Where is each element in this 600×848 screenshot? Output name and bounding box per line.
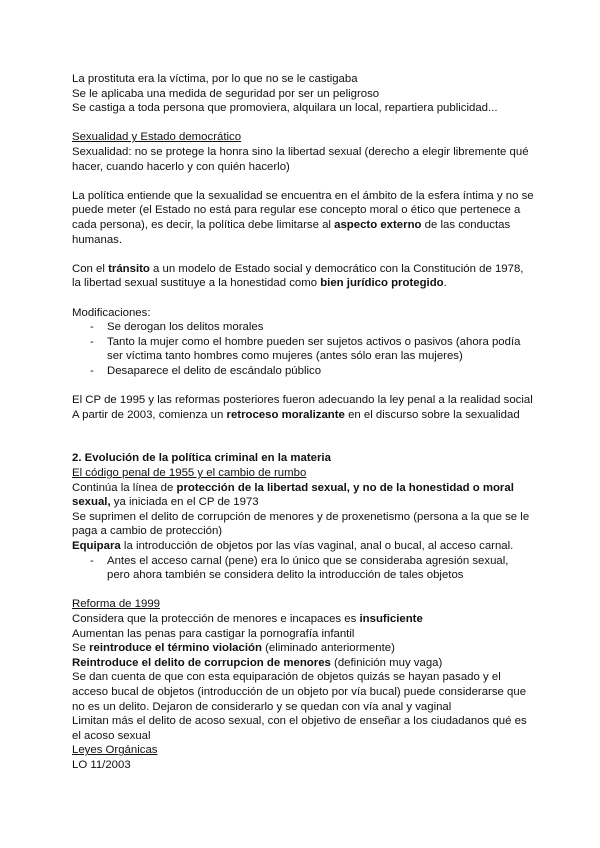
bold-text: aspecto externo xyxy=(334,218,422,231)
document-page xyxy=(72,72,534,773)
paragraph: Se suprimen el delito de corrupción de menores y de proxenetismo (persona a la que se le paga a cambio de protección) xyxy=(72,510,530,538)
section-heading-sexualidad: Sexualidad y Estado democrático xyxy=(72,131,242,144)
bold-text: retroceso moralizante xyxy=(226,408,345,421)
paragraph: El CP de 1995 y las reformas posteriores fueron adecuando la ley penal a la realidad social xyxy=(72,394,533,407)
paragraph: Se castiga a toda persona que promoviera, alquilara un local, repartiera publicidad... xyxy=(72,102,498,115)
paragraph-transito: Con el tránsito a un modelo de Estado social y democrático con la Constitución de 1978, la libertad sexual sustituye a la honestidad como bien jurídico protegido. xyxy=(72,262,524,290)
paragraph: Considera que la protección de menores e incapaces es insuficiente xyxy=(72,612,423,625)
paragraph: Equipara la introducción de objetos por las vías vaginal, anal o bucal, al acceso carnal. xyxy=(72,540,514,552)
paragraph: Continúa la línea de protección de la libertad sexual, y no de la honestidad o moral sexual, ya iniciada en el CP de 1973 xyxy=(72,481,514,509)
modificaciones-list xyxy=(72,320,534,378)
bold-text: Reintroduce el delito de corrupcion de menores xyxy=(72,656,331,669)
bold-text: tránsito xyxy=(108,262,150,275)
paragraph: Sexualidad: no se protege la honra sino la libertad sexual (derecho a elegir libremente qué hacer, cuando hacerlo y con quién hacerlo) xyxy=(72,145,529,173)
list-item: - Desaparece el delito de escándalo público xyxy=(72,364,534,379)
paragraph: Se le aplicaba una medida de seguridad por ser un peligroso xyxy=(72,87,380,100)
paragraph: La prostituta era la víctima, por lo que no se le castigaba xyxy=(72,73,358,85)
paragraph: Se reintroduce el término violación (eliminado anteriormente) xyxy=(72,642,395,655)
bold-text: reintroduce el término violación xyxy=(89,642,262,655)
equipara-list xyxy=(72,554,534,583)
list-item: - Se derogan los delitos morales xyxy=(72,320,534,335)
bold-text: bien jurídico protegido xyxy=(320,277,444,290)
bold-text: protección de la libertad sexual, y no de la honestidad o moral sexual, xyxy=(72,481,514,509)
paragraph: Limitan más el delito de acoso sexual, con el objetivo de enseñar a los ciudadanos qué es el acoso sexual xyxy=(72,715,527,742)
paragraph-politica: La política entiende que la sexualidad se encuentra en el ámbito de la esfera íntima y no se puede meter (el Estado no está para regular ese concepto moral o ético que pertenece a cada persona), es decir, la política debe limitarse al aspecto externo de las conductas humanas. xyxy=(72,189,534,246)
paragraph: LO 11/2003 xyxy=(72,758,131,771)
paragraph: Se dan cuenta de que con esta equiparación de objetos quizás se hayan pasado y el acceso bucal de objetos (introducción de un objeto por vía bucal) puede considerarse que no es un delito. Dejaron de considerarlo y se quedan con vía anal y vaginal xyxy=(72,671,527,713)
paragraph: A partir de 2003, comienza un retroceso moralizante en el discurso sobre la sexualidad xyxy=(72,408,520,421)
subsection-heading-1955: El código penal de 1955 y el cambio de rumbo xyxy=(72,467,307,480)
bold-text: insuficiente xyxy=(359,612,423,625)
paragraph: Reintroduce el delito de corrupcion de menores (definición muy vaga) xyxy=(72,656,443,669)
list-item: - Tanto la mujer como el hombre pueden ser sujetos activos o pasivos (ahora podía ser víctima tanto hombres como mujeres (antes sólo eran las mujeres) xyxy=(72,335,534,364)
paragraph: Aumentan las penas para castigar la pornografía infantil xyxy=(72,627,355,640)
subsection-heading-leyes: Leyes Orgánicas xyxy=(72,744,158,757)
list-item: - Antes el acceso carnal (pene) era lo único que se consideraba agresión sexual, pero ahora también se considera delito la introducción de tales objetos xyxy=(72,554,534,583)
section-title-2: 2. Evolución de la política criminal en la materia xyxy=(72,452,331,465)
bold-text: Equipara xyxy=(72,540,121,552)
subsection-heading-1999: Reforma de 1999 xyxy=(72,598,161,611)
modificaciones-title: Modificaciones: xyxy=(72,306,151,319)
